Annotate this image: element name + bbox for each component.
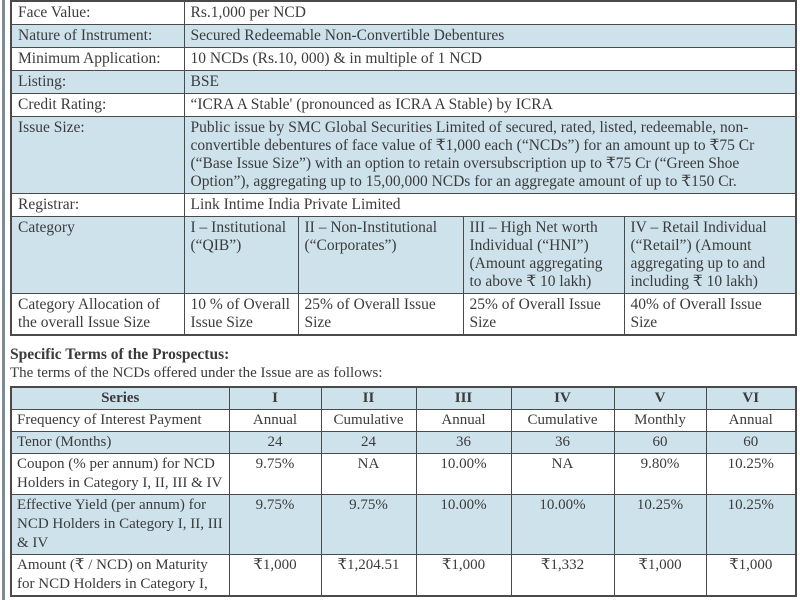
- section-heading: Specific Terms of the Prospectus:: [10, 346, 230, 363]
- yield-cell: 10.25%: [706, 495, 796, 555]
- tenor-cell: 36: [416, 432, 511, 454]
- category-cell-corporates: II – Non-Institutional (“Corporates”): [298, 217, 463, 294]
- table-row: [11, 94, 796, 117]
- row-label-frequency: Frequency of Interest Payment: [11, 410, 229, 432]
- table-row: [11, 25, 796, 48]
- table-row: [11, 194, 796, 217]
- row-value-registrar: Link Intime India Private Limited: [184, 194, 796, 217]
- header-series-iv: IV: [511, 387, 614, 410]
- row-label-coupon: Coupon (% per annum) for NCD Holders in Category I, II, III & IV: [11, 454, 229, 495]
- frequency-cell: Monthly: [614, 410, 706, 432]
- row-label-registrar: Registrar:: [11, 194, 184, 217]
- row-value-nature: Secured Redeemable Non-Convertible Debentures: [184, 25, 796, 48]
- category-cell-retail: IV – Retail Individual (“Retail”) (Amount aggregating up to and including ₹ 10 lakh): [624, 217, 796, 294]
- yield-cell: 9.75%: [321, 495, 416, 555]
- header-series-ii: II: [321, 387, 416, 410]
- yield-cell: 10.00%: [511, 495, 614, 555]
- category-cell-qib: I – Institutional (“QIB”): [184, 217, 298, 294]
- header-series-i: I: [229, 387, 321, 410]
- row-value-min-application: 10 NCDs (Rs.10, 000) & in multiple of 1 NCD: [184, 48, 796, 71]
- row-label-allocation: Category Allocation of the overall Issue Size: [11, 294, 184, 336]
- coupon-cell: 10.00%: [416, 454, 511, 495]
- frequency-cell: Annual: [706, 410, 796, 432]
- table-row: [11, 71, 796, 94]
- frequency-cell: Cumulative: [511, 410, 614, 432]
- table-row-category: [11, 217, 796, 294]
- terms-row-tenor: [11, 432, 796, 454]
- coupon-cell: 10.25%: [706, 454, 796, 495]
- coupon-cell: NA: [321, 454, 416, 495]
- row-value-credit-rating: “ICRA A Stable' (pronounced as ICRA A Stable) by ICRA: [184, 94, 796, 117]
- table-row-allocation: [11, 294, 796, 336]
- allocation-cell-hni: 25% of Overall Issue Size: [463, 294, 624, 336]
- row-label-category: Category: [11, 217, 184, 294]
- summary-table: [10, 0, 797, 336]
- header-series-iii: III: [416, 387, 511, 410]
- tenor-cell: 60: [614, 432, 706, 454]
- frequency-cell: Annual: [229, 410, 321, 432]
- row-label-issue-size: Issue Size:: [11, 117, 184, 194]
- yield-cell: 10.25%: [614, 495, 706, 555]
- row-label-face-value: Face Value:: [11, 1, 184, 25]
- allocation-cell-corporates: 25% of Overall Issue Size: [298, 294, 463, 336]
- tenor-cell: 36: [511, 432, 614, 454]
- maturity-amount-cell: ₹1,000: [416, 555, 511, 597]
- allocation-cell-qib: 10 % of Overall Issue Size: [184, 294, 298, 336]
- terms-row-maturity-amount: [11, 555, 796, 597]
- row-label-tenor: Tenor (Months): [11, 432, 229, 454]
- row-value-issue-size: Public issue by SMC Global Securities Limited of secured, rated, listed, redeemable, non-convertible debentures of face value of ₹1,000 each (“NCDs”) for an amount up to ₹75 Cr (“Base Issue Size”) with an option to retain oversubscription up to ₹75 Cr (“Green Shoe Option”), aggregating up to 15,00,000 NCDs for an aggregate amount of up to ₹150 Cr.: [184, 117, 796, 194]
- row-label-credit-rating: Credit Rating:: [11, 94, 184, 117]
- row-label-nature: Nature of Instrument:: [11, 25, 184, 48]
- row-label-min-application: Minimum Application:: [11, 48, 184, 71]
- table-row: [11, 1, 796, 25]
- header-series: Series: [11, 387, 229, 410]
- row-label-maturity-amount: Amount (₹ / NCD) on Maturity for NCD Holders in Category I,: [11, 555, 229, 597]
- coupon-cell: 9.75%: [229, 454, 321, 495]
- category-cell-hni: III – High Net worth Individual (“HNI”) (Amount aggregating to above ₹ 10 lakh): [463, 217, 624, 294]
- yield-cell: 9.75%: [229, 495, 321, 555]
- tenor-cell: 60: [706, 432, 796, 454]
- row-value-face-value: Rs.1,000 per NCD: [184, 1, 796, 25]
- document-content: [10, 0, 796, 597]
- header-series-vi: VI: [706, 387, 796, 410]
- allocation-cell-retail: 40% of Overall Issue Size: [624, 294, 796, 336]
- terms-row-yield: [11, 495, 796, 555]
- maturity-amount-cell: ₹1,000: [229, 555, 321, 597]
- page-edge-line: [2, 0, 5, 600]
- row-label-listing: Listing:: [11, 71, 184, 94]
- maturity-amount-cell: ₹1,000: [706, 555, 796, 597]
- table-row: [11, 48, 796, 71]
- section-subheading: The terms of the NCDs offered under the Issue are as follows:: [10, 365, 383, 381]
- coupon-cell: NA: [511, 454, 614, 495]
- maturity-amount-cell: ₹1,332: [511, 555, 614, 597]
- maturity-amount-cell: ₹1,000: [614, 555, 706, 597]
- frequency-cell: Cumulative: [321, 410, 416, 432]
- row-value-listing: BSE: [184, 71, 796, 94]
- row-label-yield: Effective Yield (per annum) for NCD Holders in Category I, II, III & IV: [11, 495, 229, 555]
- yield-cell: 10.00%: [416, 495, 511, 555]
- tenor-cell: 24: [321, 432, 416, 454]
- maturity-amount-cell: ₹1,204.51: [321, 555, 416, 597]
- tenor-cell: 24: [229, 432, 321, 454]
- terms-header-row: [11, 387, 796, 410]
- frequency-cell: Annual: [416, 410, 511, 432]
- terms-row-coupon: [11, 454, 796, 495]
- table-row: [11, 117, 796, 194]
- coupon-cell: 9.80%: [614, 454, 706, 495]
- terms-row-frequency: [11, 410, 796, 432]
- terms-table: [10, 386, 797, 597]
- header-series-v: V: [614, 387, 706, 410]
